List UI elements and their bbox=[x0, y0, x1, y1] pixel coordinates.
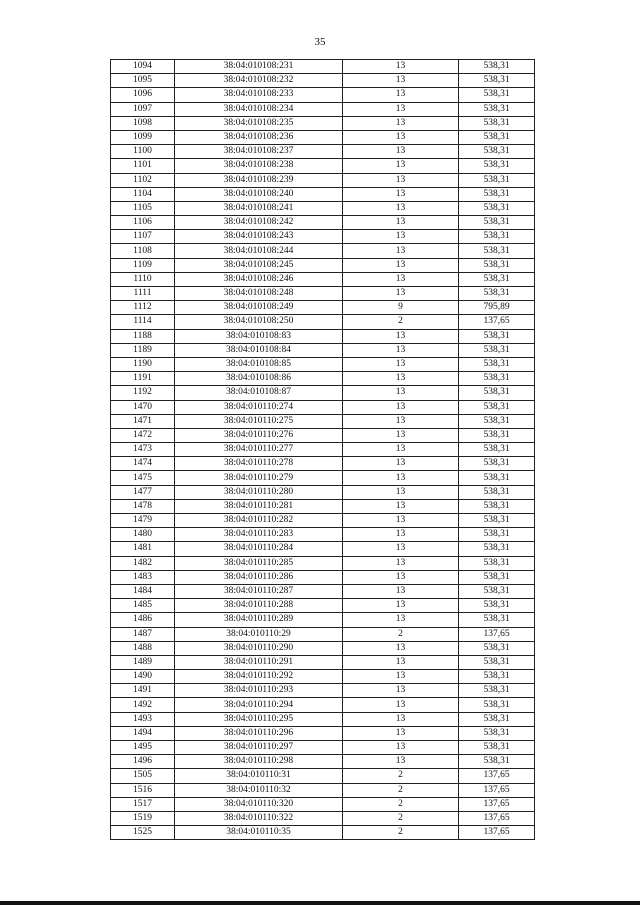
row-number-cell: 1477 bbox=[111, 485, 175, 499]
share-count-cell: 13 bbox=[343, 556, 459, 570]
cadastral-number-cell: 38:04:010108:239 bbox=[175, 173, 343, 187]
table-row bbox=[111, 811, 535, 825]
area-value-cell: 137,65 bbox=[459, 315, 535, 329]
share-count-cell: 13 bbox=[343, 201, 459, 215]
area-value-cell: 538,31 bbox=[459, 613, 535, 627]
table-row bbox=[111, 655, 535, 669]
row-number-cell: 1489 bbox=[111, 655, 175, 669]
table-row bbox=[111, 641, 535, 655]
row-number-cell: 1095 bbox=[111, 74, 175, 88]
cadastral-number-cell: 38:04:010110:284 bbox=[175, 542, 343, 556]
table-body bbox=[111, 60, 535, 840]
cadastral-number-cell: 38:04:010110:296 bbox=[175, 726, 343, 740]
area-value-cell: 137,65 bbox=[459, 826, 535, 840]
row-number-cell: 1111 bbox=[111, 287, 175, 301]
area-value-cell: 538,31 bbox=[459, 173, 535, 187]
cadastral-number-cell: 38:04:010108:237 bbox=[175, 145, 343, 159]
row-number-cell: 1190 bbox=[111, 357, 175, 371]
area-value-cell: 538,31 bbox=[459, 244, 535, 258]
area-value-cell: 538,31 bbox=[459, 102, 535, 116]
area-value-cell: 538,31 bbox=[459, 755, 535, 769]
area-value-cell: 137,65 bbox=[459, 783, 535, 797]
cadastral-number-cell: 38:04:010108:246 bbox=[175, 272, 343, 286]
table-row bbox=[111, 670, 535, 684]
cadastral-number-cell: 38:04:010108:245 bbox=[175, 258, 343, 272]
row-number-cell: 1491 bbox=[111, 684, 175, 698]
row-number-cell: 1479 bbox=[111, 514, 175, 528]
cadastral-number-cell: 38:04:010108:235 bbox=[175, 116, 343, 130]
cadastral-number-cell: 38:04:010108:231 bbox=[175, 60, 343, 74]
cadastral-number-cell: 38:04:010110:29 bbox=[175, 627, 343, 641]
table-row bbox=[111, 741, 535, 755]
table-row bbox=[111, 443, 535, 457]
row-number-cell: 1475 bbox=[111, 471, 175, 485]
area-value-cell: 538,31 bbox=[459, 216, 535, 230]
row-number-cell: 1102 bbox=[111, 173, 175, 187]
share-count-cell: 13 bbox=[343, 698, 459, 712]
row-number-cell: 1473 bbox=[111, 443, 175, 457]
row-number-cell: 1470 bbox=[111, 400, 175, 414]
table-row bbox=[111, 485, 535, 499]
row-number-cell: 1516 bbox=[111, 783, 175, 797]
cadastral-number-cell: 38:04:010110:293 bbox=[175, 684, 343, 698]
row-number-cell: 1105 bbox=[111, 201, 175, 215]
table-row bbox=[111, 528, 535, 542]
area-value-cell: 538,31 bbox=[459, 329, 535, 343]
row-number-cell: 1474 bbox=[111, 457, 175, 471]
area-value-cell: 538,31 bbox=[459, 443, 535, 457]
row-number-cell: 1112 bbox=[111, 301, 175, 315]
area-value-cell: 538,31 bbox=[459, 74, 535, 88]
area-value-cell: 538,31 bbox=[459, 556, 535, 570]
share-count-cell: 13 bbox=[343, 159, 459, 173]
area-value-cell: 538,31 bbox=[459, 528, 535, 542]
area-value-cell: 538,31 bbox=[459, 343, 535, 357]
share-count-cell: 13 bbox=[343, 514, 459, 528]
table-row bbox=[111, 357, 535, 371]
share-count-cell: 2 bbox=[343, 826, 459, 840]
share-count-cell: 13 bbox=[343, 216, 459, 230]
cadastral-number-cell: 38:04:010110:280 bbox=[175, 485, 343, 499]
cadastral-number-cell: 38:04:010110:285 bbox=[175, 556, 343, 570]
share-count-cell: 13 bbox=[343, 116, 459, 130]
table-row bbox=[111, 712, 535, 726]
row-number-cell: 1519 bbox=[111, 811, 175, 825]
area-value-cell: 137,65 bbox=[459, 769, 535, 783]
cadastral-number-cell: 38:04:010108:242 bbox=[175, 216, 343, 230]
share-count-cell: 13 bbox=[343, 88, 459, 102]
share-count-cell: 13 bbox=[343, 684, 459, 698]
table-row bbox=[111, 613, 535, 627]
cadastral-number-cell: 38:04:010108:241 bbox=[175, 201, 343, 215]
share-count-cell: 13 bbox=[343, 400, 459, 414]
share-count-cell: 13 bbox=[343, 386, 459, 400]
registry-table bbox=[110, 59, 535, 840]
table-row bbox=[111, 287, 535, 301]
table-row bbox=[111, 769, 535, 783]
area-value-cell: 538,31 bbox=[459, 485, 535, 499]
area-value-cell: 538,31 bbox=[459, 684, 535, 698]
table-row bbox=[111, 428, 535, 442]
cadastral-number-cell: 38:04:010108:240 bbox=[175, 187, 343, 201]
table-row bbox=[111, 599, 535, 613]
table-row bbox=[111, 201, 535, 215]
table-row bbox=[111, 187, 535, 201]
cadastral-number-cell: 38:04:010110:286 bbox=[175, 570, 343, 584]
row-number-cell: 1110 bbox=[111, 272, 175, 286]
share-count-cell: 13 bbox=[343, 712, 459, 726]
row-number-cell: 1099 bbox=[111, 130, 175, 144]
row-number-cell: 1471 bbox=[111, 414, 175, 428]
row-number-cell: 1188 bbox=[111, 329, 175, 343]
area-value-cell: 538,31 bbox=[459, 230, 535, 244]
row-number-cell: 1525 bbox=[111, 826, 175, 840]
share-count-cell: 13 bbox=[343, 499, 459, 513]
page-number: 35 bbox=[314, 36, 326, 48]
cadastral-number-cell: 38:04:010110:320 bbox=[175, 797, 343, 811]
cadastral-number-cell: 38:04:010110:288 bbox=[175, 599, 343, 613]
share-count-cell: 13 bbox=[343, 74, 459, 88]
cadastral-number-cell: 38:04:010108:86 bbox=[175, 372, 343, 386]
share-count-cell: 13 bbox=[343, 329, 459, 343]
table-row bbox=[111, 88, 535, 102]
table-row bbox=[111, 826, 535, 840]
table-row bbox=[111, 74, 535, 88]
area-value-cell: 538,31 bbox=[459, 372, 535, 386]
table-row bbox=[111, 230, 535, 244]
area-value-cell: 538,31 bbox=[459, 698, 535, 712]
table-row bbox=[111, 116, 535, 130]
area-value-cell: 538,31 bbox=[459, 201, 535, 215]
cadastral-number-cell: 38:04:010108:84 bbox=[175, 343, 343, 357]
row-number-cell: 1189 bbox=[111, 343, 175, 357]
area-value-cell: 538,31 bbox=[459, 655, 535, 669]
area-value-cell: 538,31 bbox=[459, 130, 535, 144]
table-row bbox=[111, 372, 535, 386]
row-number-cell: 1505 bbox=[111, 769, 175, 783]
row-number-cell: 1100 bbox=[111, 145, 175, 159]
area-value-cell: 538,31 bbox=[459, 272, 535, 286]
table-row bbox=[111, 698, 535, 712]
area-value-cell: 538,31 bbox=[459, 599, 535, 613]
cadastral-number-cell: 38:04:010110:278 bbox=[175, 457, 343, 471]
share-count-cell: 13 bbox=[343, 230, 459, 244]
table-row bbox=[111, 386, 535, 400]
cadastral-number-cell: 38:04:010110:322 bbox=[175, 811, 343, 825]
share-count-cell: 13 bbox=[343, 670, 459, 684]
share-count-cell: 2 bbox=[343, 797, 459, 811]
table-row bbox=[111, 130, 535, 144]
share-count-cell: 13 bbox=[343, 485, 459, 499]
area-value-cell: 538,31 bbox=[459, 726, 535, 740]
area-value-cell: 538,31 bbox=[459, 187, 535, 201]
share-count-cell: 13 bbox=[343, 258, 459, 272]
cadastral-number-cell: 38:04:010110:281 bbox=[175, 499, 343, 513]
share-count-cell: 13 bbox=[343, 414, 459, 428]
share-count-cell: 13 bbox=[343, 570, 459, 584]
area-value-cell: 538,31 bbox=[459, 428, 535, 442]
cadastral-number-cell: 38:04:010110:31 bbox=[175, 769, 343, 783]
area-value-cell: 538,31 bbox=[459, 457, 535, 471]
area-value-cell: 538,31 bbox=[459, 514, 535, 528]
table-row bbox=[111, 301, 535, 315]
share-count-cell: 9 bbox=[343, 301, 459, 315]
table-row bbox=[111, 272, 535, 286]
share-count-cell: 13 bbox=[343, 584, 459, 598]
share-count-cell: 13 bbox=[343, 457, 459, 471]
cadastral-number-cell: 38:04:010108:238 bbox=[175, 159, 343, 173]
table-row bbox=[111, 145, 535, 159]
row-number-cell: 1487 bbox=[111, 627, 175, 641]
cadastral-number-cell: 38:04:010110:277 bbox=[175, 443, 343, 457]
row-number-cell: 1517 bbox=[111, 797, 175, 811]
cadastral-number-cell: 38:04:010110:276 bbox=[175, 428, 343, 442]
share-count-cell: 2 bbox=[343, 315, 459, 329]
row-number-cell: 1094 bbox=[111, 60, 175, 74]
row-number-cell: 1483 bbox=[111, 570, 175, 584]
row-number-cell: 1472 bbox=[111, 428, 175, 442]
table-row bbox=[111, 329, 535, 343]
share-count-cell: 13 bbox=[343, 272, 459, 286]
area-value-cell: 538,31 bbox=[459, 386, 535, 400]
table-row bbox=[111, 244, 535, 258]
share-count-cell: 2 bbox=[343, 627, 459, 641]
area-value-cell: 538,31 bbox=[459, 499, 535, 513]
area-value-cell: 538,31 bbox=[459, 741, 535, 755]
area-value-cell: 137,65 bbox=[459, 797, 535, 811]
cadastral-number-cell: 38:04:010108:243 bbox=[175, 230, 343, 244]
cadastral-number-cell: 38:04:010110:282 bbox=[175, 514, 343, 528]
cadastral-number-cell: 38:04:010110:279 bbox=[175, 471, 343, 485]
cadastral-number-cell: 38:04:010110:35 bbox=[175, 826, 343, 840]
cadastral-number-cell: 38:04:010110:287 bbox=[175, 584, 343, 598]
scan-bottom-edge bbox=[0, 901, 640, 905]
share-count-cell: 13 bbox=[343, 187, 459, 201]
share-count-cell: 13 bbox=[343, 343, 459, 357]
row-number-cell: 1490 bbox=[111, 670, 175, 684]
table-row bbox=[111, 258, 535, 272]
row-number-cell: 1098 bbox=[111, 116, 175, 130]
area-value-cell: 538,31 bbox=[459, 542, 535, 556]
table-row bbox=[111, 584, 535, 598]
share-count-cell: 13 bbox=[343, 357, 459, 371]
table-row bbox=[111, 173, 535, 187]
area-value-cell: 538,31 bbox=[459, 60, 535, 74]
table-row bbox=[111, 556, 535, 570]
row-number-cell: 1097 bbox=[111, 102, 175, 116]
area-value-cell: 538,31 bbox=[459, 641, 535, 655]
row-number-cell: 1192 bbox=[111, 386, 175, 400]
share-count-cell: 13 bbox=[343, 755, 459, 769]
row-number-cell: 1104 bbox=[111, 187, 175, 201]
table-row bbox=[111, 315, 535, 329]
cadastral-number-cell: 38:04:010108:249 bbox=[175, 301, 343, 315]
row-number-cell: 1107 bbox=[111, 230, 175, 244]
area-value-cell: 538,31 bbox=[459, 88, 535, 102]
row-number-cell: 1486 bbox=[111, 613, 175, 627]
share-count-cell: 13 bbox=[343, 741, 459, 755]
area-value-cell: 538,31 bbox=[459, 159, 535, 173]
share-count-cell: 13 bbox=[343, 655, 459, 669]
row-number-cell: 1191 bbox=[111, 372, 175, 386]
area-value-cell: 538,31 bbox=[459, 357, 535, 371]
row-number-cell: 1495 bbox=[111, 741, 175, 755]
table-row bbox=[111, 216, 535, 230]
row-number-cell: 1480 bbox=[111, 528, 175, 542]
table-row bbox=[111, 102, 535, 116]
table-row bbox=[111, 159, 535, 173]
table-row bbox=[111, 414, 535, 428]
table-row bbox=[111, 726, 535, 740]
cadastral-number-cell: 38:04:010110:298 bbox=[175, 755, 343, 769]
share-count-cell: 13 bbox=[343, 542, 459, 556]
row-number-cell: 1101 bbox=[111, 159, 175, 173]
table-row bbox=[111, 627, 535, 641]
table-row bbox=[111, 570, 535, 584]
row-number-cell: 1109 bbox=[111, 258, 175, 272]
share-count-cell: 2 bbox=[343, 811, 459, 825]
cadastral-number-cell: 38:04:010110:32 bbox=[175, 783, 343, 797]
cadastral-number-cell: 38:04:010108:244 bbox=[175, 244, 343, 258]
share-count-cell: 13 bbox=[343, 244, 459, 258]
share-count-cell: 13 bbox=[343, 471, 459, 485]
area-value-cell: 137,65 bbox=[459, 811, 535, 825]
cadastral-number-cell: 38:04:010110:295 bbox=[175, 712, 343, 726]
share-count-cell: 13 bbox=[343, 130, 459, 144]
table-row bbox=[111, 60, 535, 74]
row-number-cell: 1494 bbox=[111, 726, 175, 740]
table-row bbox=[111, 457, 535, 471]
area-value-cell: 538,31 bbox=[459, 471, 535, 485]
area-value-cell: 538,31 bbox=[459, 400, 535, 414]
area-value-cell: 538,31 bbox=[459, 670, 535, 684]
cadastral-number-cell: 38:04:010110:297 bbox=[175, 741, 343, 755]
cadastral-number-cell: 38:04:010108:234 bbox=[175, 102, 343, 116]
row-number-cell: 1481 bbox=[111, 542, 175, 556]
share-count-cell: 13 bbox=[343, 372, 459, 386]
cadastral-number-cell: 38:04:010108:236 bbox=[175, 130, 343, 144]
share-count-cell: 13 bbox=[343, 428, 459, 442]
cadastral-number-cell: 38:04:010110:294 bbox=[175, 698, 343, 712]
area-value-cell: 538,31 bbox=[459, 258, 535, 272]
cadastral-number-cell: 38:04:010108:83 bbox=[175, 329, 343, 343]
share-count-cell: 2 bbox=[343, 783, 459, 797]
share-count-cell: 13 bbox=[343, 726, 459, 740]
share-count-cell: 13 bbox=[343, 443, 459, 457]
area-value-cell: 538,31 bbox=[459, 116, 535, 130]
area-value-cell: 137,65 bbox=[459, 627, 535, 641]
area-value-cell: 538,31 bbox=[459, 414, 535, 428]
table-row bbox=[111, 471, 535, 485]
row-number-cell: 1114 bbox=[111, 315, 175, 329]
cadastral-number-cell: 38:04:010110:274 bbox=[175, 400, 343, 414]
cadastral-number-cell: 38:04:010108:233 bbox=[175, 88, 343, 102]
cadastral-number-cell: 38:04:010108:250 bbox=[175, 315, 343, 329]
area-value-cell: 538,31 bbox=[459, 584, 535, 598]
cadastral-number-cell: 38:04:010110:290 bbox=[175, 641, 343, 655]
table-row bbox=[111, 797, 535, 811]
share-count-cell: 13 bbox=[343, 599, 459, 613]
row-number-cell: 1485 bbox=[111, 599, 175, 613]
cadastral-number-cell: 38:04:010110:275 bbox=[175, 414, 343, 428]
row-number-cell: 1496 bbox=[111, 755, 175, 769]
table-row bbox=[111, 542, 535, 556]
cadastral-number-cell: 38:04:010110:291 bbox=[175, 655, 343, 669]
row-number-cell: 1106 bbox=[111, 216, 175, 230]
cadastral-number-cell: 38:04:010108:248 bbox=[175, 287, 343, 301]
table-row bbox=[111, 499, 535, 513]
table-row bbox=[111, 755, 535, 769]
share-count-cell: 13 bbox=[343, 60, 459, 74]
cadastral-number-cell: 38:04:010108:232 bbox=[175, 74, 343, 88]
cadastral-number-cell: 38:04:010108:85 bbox=[175, 357, 343, 371]
row-number-cell: 1484 bbox=[111, 584, 175, 598]
share-count-cell: 13 bbox=[343, 613, 459, 627]
table-row bbox=[111, 783, 535, 797]
row-number-cell: 1478 bbox=[111, 499, 175, 513]
table-row bbox=[111, 514, 535, 528]
area-value-cell: 795,89 bbox=[459, 301, 535, 315]
table-row bbox=[111, 343, 535, 357]
row-number-cell: 1108 bbox=[111, 244, 175, 258]
cadastral-number-cell: 38:04:010110:283 bbox=[175, 528, 343, 542]
share-count-cell: 13 bbox=[343, 287, 459, 301]
share-count-cell: 13 bbox=[343, 641, 459, 655]
share-count-cell: 13 bbox=[343, 528, 459, 542]
cadastral-number-cell: 38:04:010108:87 bbox=[175, 386, 343, 400]
cadastral-number-cell: 38:04:010110:292 bbox=[175, 670, 343, 684]
area-value-cell: 538,31 bbox=[459, 712, 535, 726]
area-value-cell: 538,31 bbox=[459, 570, 535, 584]
share-count-cell: 2 bbox=[343, 769, 459, 783]
row-number-cell: 1096 bbox=[111, 88, 175, 102]
row-number-cell: 1482 bbox=[111, 556, 175, 570]
table-row bbox=[111, 400, 535, 414]
row-number-cell: 1488 bbox=[111, 641, 175, 655]
share-count-cell: 13 bbox=[343, 145, 459, 159]
table-row bbox=[111, 684, 535, 698]
share-count-cell: 13 bbox=[343, 173, 459, 187]
share-count-cell: 13 bbox=[343, 102, 459, 116]
row-number-cell: 1493 bbox=[111, 712, 175, 726]
area-value-cell: 538,31 bbox=[459, 287, 535, 301]
area-value-cell: 538,31 bbox=[459, 145, 535, 159]
cadastral-number-cell: 38:04:010110:289 bbox=[175, 613, 343, 627]
row-number-cell: 1492 bbox=[111, 698, 175, 712]
